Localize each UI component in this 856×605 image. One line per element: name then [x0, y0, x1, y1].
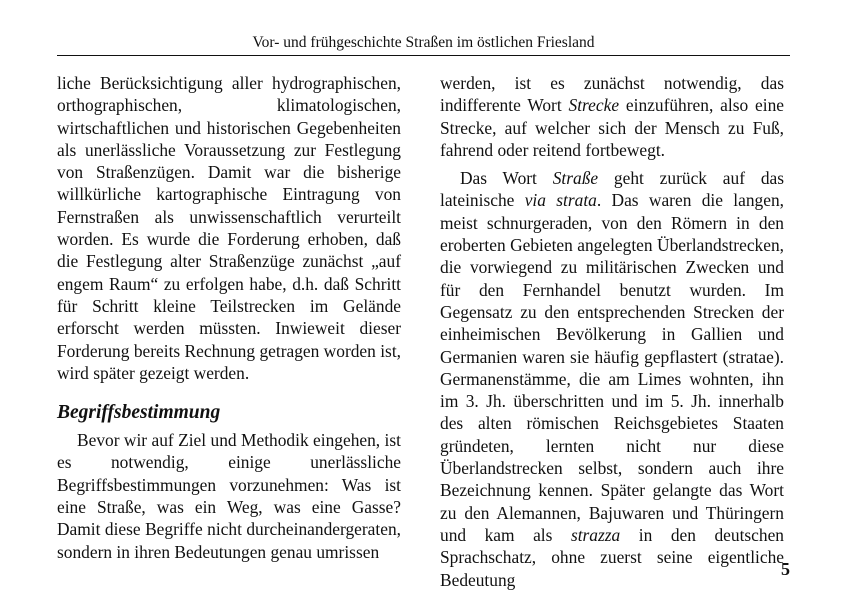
section-heading: Begriffsbestimmung — [57, 402, 221, 424]
text-run: Das Wort — [460, 168, 553, 189]
text-run: einzuführen, also eine Strecke, auf welcher sich der Mensch zu Fuß, fahrend oder reitend fortbewegt. — [440, 95, 784, 160]
text-run: geht zurück auf das lateinische — [440, 168, 784, 211]
running-head: Vor- und frühgeschichte Straßen im östlichen Friesland — [252, 34, 595, 51]
italic-term: via strata — [524, 190, 597, 211]
body-paragraph — [440, 72, 784, 161]
body-paragraph: Bevor wir auf Ziel und Methodik eingehen, ist es notwendig, einige unerlässliche Begriffsbestimmungen vorzunehmen: Was ist eine Straße, was ein Weg, was eine Gasse? Damit diese Begriffe nicht durcheinandergeraten, sondern in ihren Bedeutungen genau umrissen — [57, 430, 401, 562]
italic-term: strazza — [570, 524, 621, 545]
body-paragraph: liche Berücksichtigung aller hydrographischen, orthographischen, klimatologischen, wirtschaftlichen und historischen Gegebenheiten als unerlässliche Voraussetzung zur Festlegung von Straßenzügen. Damit war die bisherige willkürliche kartographische Eintragung von Fernstraßen als unwissenschaftlich verurteilt worden. Es wurde die Forderung erhoben, daß die Festlegung alter Straßenzüge zunächst „auf engem Raum“ zu erfolgen habe, d.h. daß Schritt für Schritt kleine Teilstrecken im Gelände erforscht werden müssten. Inwieweit dieser Forderung bereits Rechnung getragen worden ist, wird später gezeigt werden. — [57, 73, 401, 383]
italic-term: Strecke — [568, 95, 620, 116]
text-run: werden, ist es zunächst notwendig, das indifferente Wort — [440, 73, 784, 116]
header-rule — [57, 55, 790, 56]
left-column — [57, 72, 401, 563]
text-run: in den deutschen Sprachschatz, ohne zuerst seine eigentliche Bedeutung — [440, 524, 784, 590]
italic-term: Straße — [552, 168, 599, 189]
right-column — [440, 72, 784, 591]
page-number: 5 — [781, 559, 790, 579]
text-run: . Das waren die langen, meist schnurgeraden, von den Römern in den eroberten Gebieten angelegten Überlandstrecken, die vorwiegend zu militärischen Zwecken und für den Fernhandel benutzt wurden. Im Gegensatz zu den entsprechenden Strecken der einheimischen Bevölkerung in Gallien und Germanien waren sie häufig gepflastert (stratae). Germanenstämme, die am Limes wohnten, ihn im 3. Jh. überschritten und im 5. Jh. innerhalb des alten römischen Reichsgebietes Staaten gründeten, lernten nicht nur diese Überlandstrecken selbst, sondern auch ihre Bezeichnung kennen. Später gelangte das Wort zu den Alemannen, Bajuwaren und Thüringern und kam als — [440, 190, 784, 545]
body-paragraph — [440, 167, 784, 591]
